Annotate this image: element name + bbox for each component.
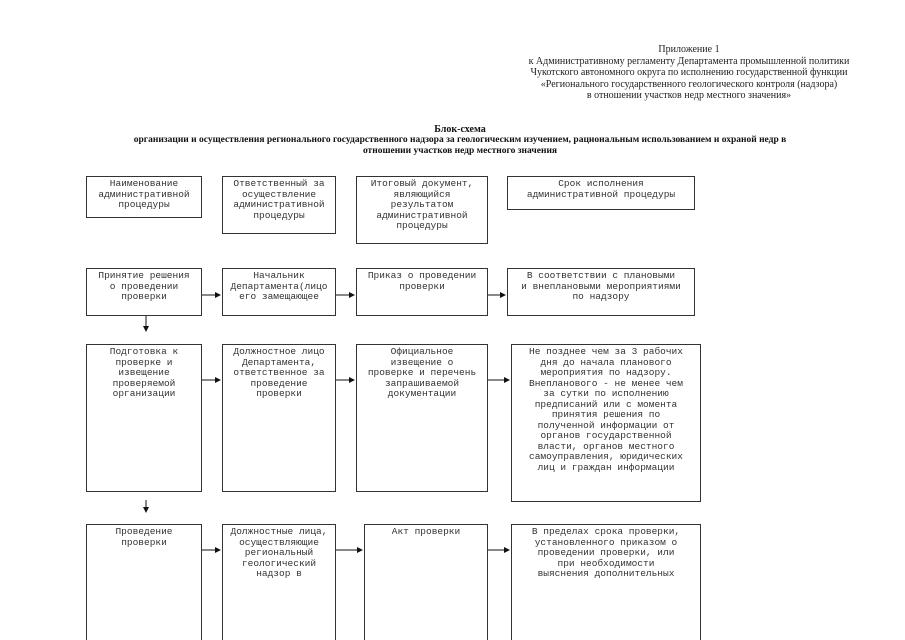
- step-preparation-document: Официальное извещение о проверке и перечень запрашиваемой документации: [356, 344, 488, 492]
- appendix-line-5: в отношении участков недр местного значения»: [586, 90, 792, 101]
- step-inspection: Проведение проверки: [86, 524, 202, 640]
- step-preparation-responsible: Должностное лицо Департамента, ответственное за проведение проверки: [222, 344, 336, 492]
- header-deadline: Срок исполнения административной процедуры: [507, 176, 695, 210]
- step-preparation-deadline: Не позднее чем за 3 рабочих дня до начала планового мероприятия по надзору. Внепланового - не менее чем за сутки по исполнению предписаний или с момента принятия решения по полученной информации от органов государственной власти, органов местного самоуправления, юридических лиц и граждан информации: [511, 344, 701, 502]
- step-inspection-document: Акт проверки: [364, 524, 488, 640]
- step-decision-document: Приказ о проведении проверки: [356, 268, 488, 316]
- header-responsible: Ответственный за осуществление административной процедуры: [222, 176, 336, 234]
- title-sub-line-2: отношении участков недр местного значения: [362, 146, 558, 156]
- header-procedure-name: Наименование административной процедуры: [86, 176, 202, 218]
- step-decision-deadline: В соответствии с плановыми и внеплановыми мероприятиями по надзору: [507, 268, 695, 316]
- step-decision: Принятие решения о проведении проверки: [86, 268, 202, 316]
- title-sub-line-1: организации и осуществления регионального государственного надзора за геологическим изучением, рациональным использованием и охраной недр в: [133, 135, 787, 145]
- appendix-line-1: Приложение 1: [658, 44, 720, 55]
- title-main: Блок-схема: [434, 124, 486, 135]
- header-result-document: Итоговый документ, являющийся результатом административной процедуры: [356, 176, 488, 244]
- appendix-line-2: к Административному регламенту Департамента промышленной политики: [528, 55, 850, 67]
- step-preparation: Подготовка к проверке и извещение проверяемой организации: [86, 344, 202, 492]
- appendix-line-3: Чукотского автономного округа по исполнению государственной функции: [530, 67, 848, 78]
- step-inspection-deadline: В пределах срока проверки, установленного приказом о проведении проверки, или при необходимости выяснения дополнительных: [511, 524, 701, 640]
- step-inspection-responsible: Должностные лица, осуществляющие региональный геологический надзор в: [222, 524, 336, 640]
- step-decision-responsible: Начальник Департамента(лицо его замещающее: [222, 268, 336, 316]
- appendix-line-4: «Регионального государственного геологического контроля (надзора): [540, 78, 838, 90]
